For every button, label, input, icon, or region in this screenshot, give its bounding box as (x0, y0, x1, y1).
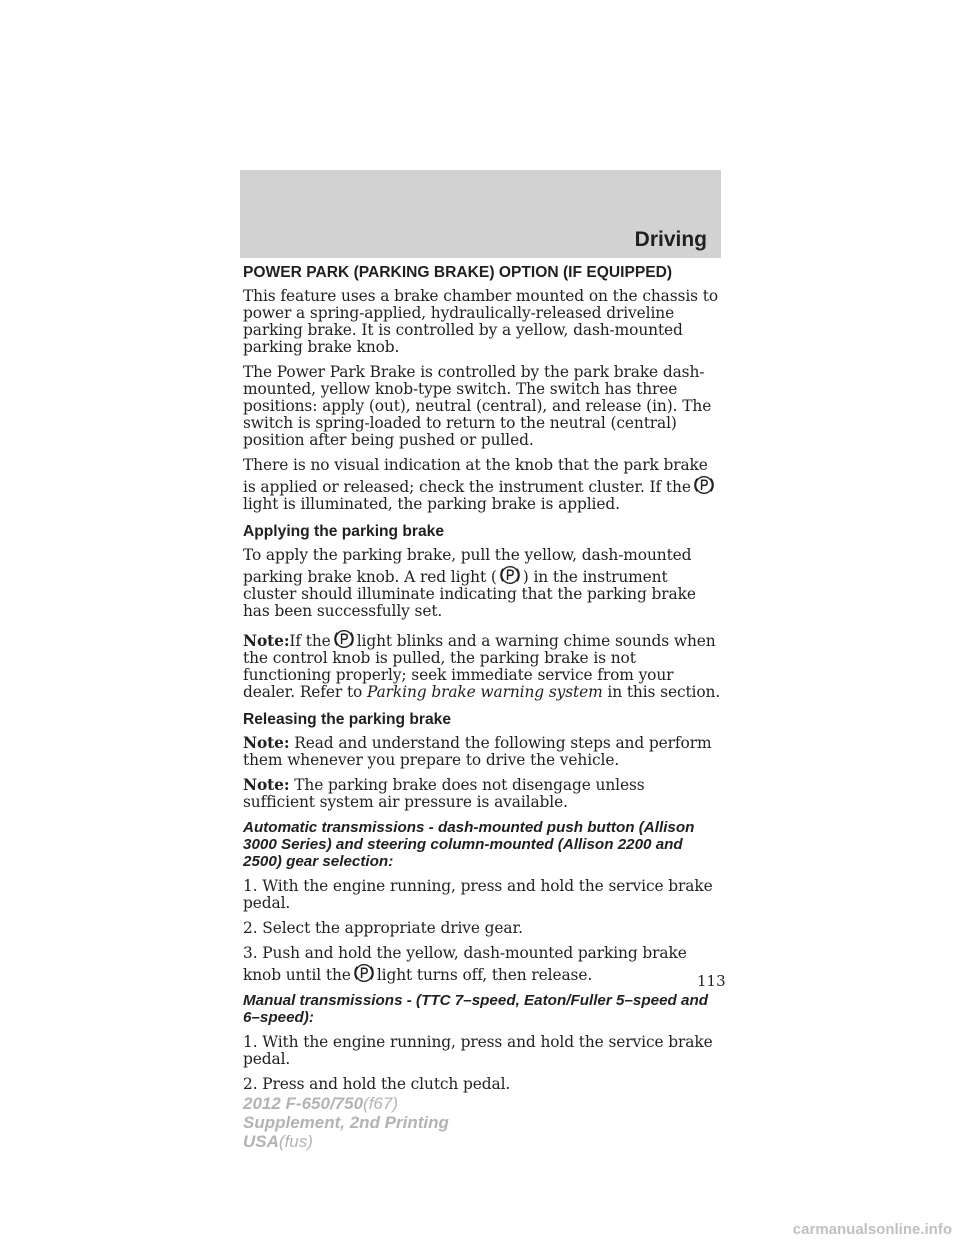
cross-reference: Parking brake warning system (367, 683, 603, 701)
footer-supplement-line: Supplement, 2nd Printing (243, 1113, 449, 1132)
footer-model-line: 2012 F-650/750(f67) (243, 1094, 399, 1113)
intro-paragraph: This feature uses a brake chamber mounted on the chassis to power a spring-applied, hydraulically-released driveline parking brake. It is controlled by a yellow, dash-mounted parking brake knob. (243, 287, 718, 356)
manual-step-2: 2. Press and hold the clutch pedal. (243, 1075, 511, 1093)
auto-step-2: 2. Select the appropriate drive gear. (243, 919, 523, 937)
section-title: Driving (634, 228, 707, 251)
applying-note: Note:If the light blinks and a warning chime sounds when the control knob is pulled, the parking brake is not functioning properly; seek immediate service from your dealer. Refer to Parking brake warning system in this section. (243, 628, 721, 701)
auto-step-1: 1. With the engine running, press and hold the service brake pedal. (243, 877, 713, 912)
applying-heading: Applying the parking brake (243, 523, 445, 540)
indication-paragraph: There is no visual indication at the knob that the park brake is applied or released; check the instrument cluster. If the light is illuminated, the parking brake is applied. (243, 457, 721, 513)
releasing-heading: Releasing the parking brake (243, 711, 451, 728)
page-heading: POWER PARK (PARKING BRAKE) OPTION (IF EQUIPPED) (243, 264, 673, 281)
parking-brake-icon (333, 628, 355, 650)
releasing-note-1: Note: Read and understand the following steps and perform them whenever you prepare to drive the vehicle. (243, 734, 712, 769)
automatic-transmissions-heading: Automatic transmissions - dash-mounted push button (Allison 3000 Series) and steering column-mounted (Allison 2200 and 2500) gear selection: (243, 819, 695, 870)
footer-region-line: USA(fus) (243, 1132, 313, 1151)
parking-brake-icon (693, 474, 715, 496)
page-number: 113 (697, 972, 726, 990)
auto-step-3: 3. Push and hold the yellow, dash-mounted parking brake knob until the light turns off, then release. (243, 944, 687, 984)
parking-brake-icon (499, 564, 521, 586)
parking-brake-icon (353, 962, 375, 984)
releasing-note-2: Note: The parking brake does not disengage unless sufficient system air pressure is available. (243, 776, 645, 811)
document-footer (243, 1094, 449, 1151)
applying-paragraph: To apply the parking brake, pull the yellow, dash-mounted parking brake knob. A red light ( ) in the instrument cluster should illuminate indicating that the parking brake has been successfully set. (243, 546, 696, 620)
section-header-bar (240, 170, 721, 258)
watermark: carmanualsonline.info (792, 1221, 952, 1238)
manual-transmissions-heading: Manual transmissions - (TTC 7–speed, Eaton/Fuller 5–speed and 6–speed): (243, 992, 709, 1026)
page-content (243, 264, 721, 1101)
switch-paragraph: The Power Park Brake is controlled by the park brake dash-mounted, yellow knob-type switch. The switch has three positions: apply (out), neutral (central), and release (in). The switch is spring-loaded to return to the neutral (central) position after being pushed or pulled. (243, 363, 712, 449)
manual-step-1: 1. With the engine running, press and hold the service brake pedal. (243, 1033, 713, 1068)
